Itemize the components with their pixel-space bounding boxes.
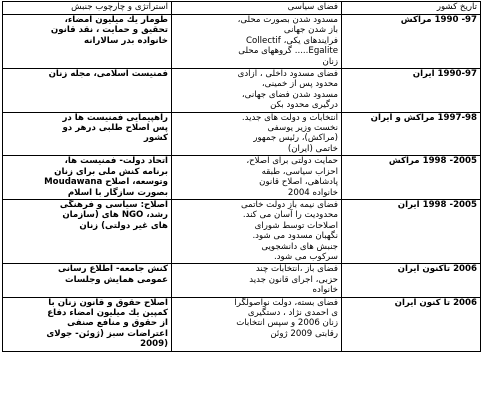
cell-line: وتوسعه، اصلاح Moudawana (44, 177, 168, 188)
cell-line: (مراکش)، رئیس جمهور (253, 133, 338, 144)
cell-line: اتحاد دولت- فمنیست ها، (64, 156, 168, 167)
cell-date-country: 2006 تا کنون ایران (342, 297, 481, 351)
cell-line: درگیری محدود بکن (270, 100, 338, 111)
table-row (3, 112, 481, 156)
table-row (3, 156, 481, 200)
cell-line: از حقوق و منافع صنفی (67, 318, 168, 329)
cell-line: اصلاحات توسط شورای (254, 220, 338, 231)
header-date-country: تاریخ کشور (342, 2, 481, 15)
table-header-row (3, 2, 481, 15)
table-row (3, 199, 481, 263)
cell-line: کشور (143, 133, 168, 144)
cell-line: اعتراضات سبز (ژوئن- جولای (46, 328, 168, 339)
cell-line: باز شدن جهانی (283, 25, 338, 36)
document-page (2, 1, 480, 352)
cell-line: رقابتی 2009 ژوئن (270, 328, 338, 339)
cell-line: احزاب سیاسی، طبقه (261, 166, 338, 177)
cell-line: طومار یك میلیون امضاء، (64, 15, 168, 25)
cell-political-space (172, 199, 342, 263)
cell-line: فضای بسته، دولت نواصولگرا (234, 297, 338, 308)
cell-line: رشد، NGO های (سازمان (62, 210, 168, 221)
cell-line: حمایت دولتی برای اصلاح، (246, 156, 338, 167)
cell-line: زنان (322, 56, 338, 67)
cell-date-country: 97- 1990 مراکش (342, 15, 481, 69)
cell-strategy (3, 69, 172, 113)
cell-date-country: 2006 تاکنون ایران (342, 264, 481, 297)
cell-line: خانواده 2004 (287, 187, 338, 198)
cell-line: اصلاح: سیاسی و فرهنگی (59, 199, 168, 210)
cell-line: نخست وزیر یوسفی (267, 123, 338, 134)
cell-political-space (172, 112, 342, 156)
cell-strategy (3, 156, 172, 200)
cell-line: زنان 2006 و سپس انتخابات (236, 318, 338, 329)
cell-political-space (172, 69, 342, 113)
cell-line: های غیر دولتی) زنان (79, 220, 168, 231)
cell-line: مسدود شدن بصورت محلی، (237, 15, 338, 25)
cell-strategy (3, 199, 172, 263)
cell-line: راهپیمایی فمنیست ها در (62, 112, 168, 123)
cell-line: (2009 (140, 339, 168, 350)
cell-line: فضای مسدود داخلی ، آزادی (237, 69, 338, 80)
cell-line: محدود پس از خمینی، (261, 79, 338, 90)
cell-strategy (3, 264, 172, 297)
cell-line: کنش جامعه- اطلاع رسانی (58, 264, 168, 275)
cell-political-space (172, 297, 342, 351)
cell-strategy (3, 297, 172, 351)
header-political-space: فضای سیاسی (172, 2, 342, 15)
cell-strategy (3, 112, 172, 156)
cell-line: محدودیت را آسان می کند. (242, 210, 338, 221)
cell-strategy (3, 15, 172, 69)
table-row (3, 69, 481, 113)
cell-line: مسدود شدن فضای جهانی، (241, 89, 338, 100)
cell-line: پس اصلاح طلبی درهر دو (62, 123, 168, 134)
cell-date-country: 1990-97 ایران (342, 69, 481, 113)
cell-political-space (172, 264, 342, 297)
cell-line: اصلاح حقوق و قانون زنان با (48, 297, 168, 308)
cell-line: جنبش های دانشجویی (261, 241, 338, 252)
comparison-table (2, 1, 481, 352)
cell-line: فرایندهای یکی، Collectif (246, 35, 338, 46)
cell-line: ی احمدی نژاد ، دستگیری (247, 307, 338, 318)
cell-line: عمومی همایش وجلسات (65, 274, 168, 285)
cell-line: فمنیست اسلامی، مجله زنان (48, 69, 168, 80)
table-row (3, 297, 481, 351)
cell-line: برنامه کنش ملی برای زنان (54, 166, 168, 177)
header-strategy: استراتژی و چارچوب جنبش (3, 2, 172, 15)
cell-line: تحقیق و حمایت ، نقد قانون (50, 25, 168, 36)
cell-political-space (172, 15, 342, 69)
cell-date-country: 1997-98 مراکش و ایران (342, 112, 481, 156)
cell-line: فضای باز ،انتخابات چند (255, 264, 338, 275)
cell-line: انتخابات و دولت های جدید. (241, 112, 338, 123)
cell-line: بصورت سازگار با اسلام (67, 187, 168, 198)
cell-date-country: 2005- 1998 مراکش (342, 156, 481, 200)
cell-line: خانواده (312, 285, 338, 296)
cell-line: نگهبان مسدود می شود. (252, 231, 338, 242)
cell-line: خاتمی (ایران) (287, 143, 338, 154)
table-body (3, 15, 481, 352)
cell-date-country: 2005- 1998 ایران (342, 199, 481, 263)
cell-line: خانواده بدر سالارانه (84, 35, 168, 46)
cell-line: پادشاهی، اصلاح قانون (259, 177, 338, 188)
cell-line: حزبی، اجرای قانون جدید (249, 274, 338, 285)
cell-line: فضای نیمه باز دولت خاتمی (240, 199, 338, 210)
cell-line: سرکوب می شود. (274, 251, 338, 262)
cell-political-space (172, 156, 342, 200)
table-row (3, 264, 481, 297)
table-row (3, 15, 481, 69)
cell-line: Egalite..... گروههای محلی (238, 46, 338, 57)
cell-line: کمپین یك میلیون امضاء دفاع (47, 307, 168, 318)
